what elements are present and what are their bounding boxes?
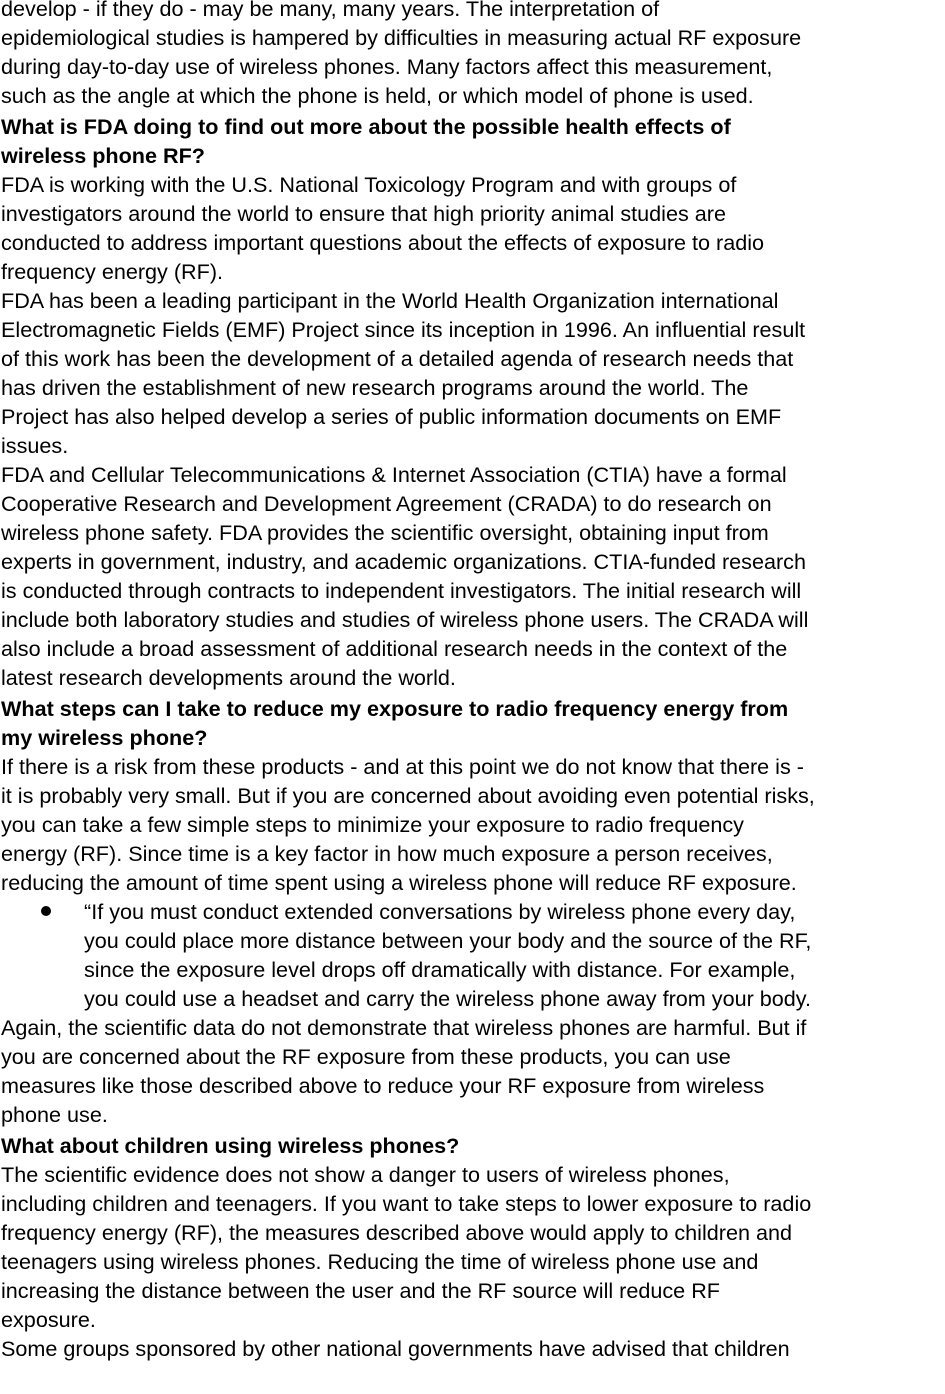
paragraph-epidemiology-continued: develop - if they do - may be many, many years. The interpretation of epidemiological studies is hampered by difficulties in measuring actual RF exposure during day-to-day use of wireless phones. Many factors affect this measurement, such as the angle at which the phone is held, or which model of phone is used. bbox=[1, 0, 802, 108]
paragraph-children-evidence: The scientific evidence does not show a danger to users of wireless phones, including children and teenagers. If you want to take steps to lower exposure to radio frequency energy (RF), the measures described above would apply to children and teenagers using wireless phones. Reducing the time of wireless phone use and increasing the distance between the user and the RF source will reduce RF exposure. bbox=[1, 1162, 812, 1332]
paragraph-risk: If there is a risk from these products - and at this point we do not know that there is - it is probably very small. But if you are concerned about avoiding even potential risks, you can take a few simple steps to minimize your exposure to radio frequency energy (RF). Since time is a key factor in how much exposure a person receives, reducing the amount of time spent using a wireless phone will reduce RF exposure. bbox=[1, 754, 815, 895]
heading-fda-research: What is FDA doing to find out more about the possible health effects of wireless phone RF? bbox=[1, 114, 731, 168]
document-page bbox=[1, 0, 945, 1363]
heading-reduce-exposure: What steps can I take to reduce my exposure to radio frequency energy from my wireless phone? bbox=[1, 696, 789, 750]
paragraph-other-governments: Some groups sponsored by other national governments have advised that children bbox=[1, 1336, 790, 1361]
heading-children: What about children using wireless phones? bbox=[1, 1133, 460, 1158]
bullet-dot-icon bbox=[41, 906, 51, 916]
paragraph-ntp: FDA is working with the U.S. National Toxicology Program and with groups of investigators around the world to ensure that high priority animal studies are conducted to address important questions about the effects of exposure to radio frequency energy (RF). bbox=[1, 172, 765, 284]
paragraph-ctia-crada: FDA and Cellular Telecommunications & Internet Association (CTIA) have a formal Cooperative Research and Development Agreement (CRADA) to do research on wireless phone safety. FDA provides the scientific oversight, obtaining input from experts in government, industry, and academic organizations. CTIA-funded research is conducted through contracts to independent investigators. The initial research will include both laboratory studies and studies of wireless phone users. The CRADA will also include a broad assessment of additional research needs in the context of the latest research developments around the world. bbox=[1, 462, 809, 690]
bullet-item-distance: “If you must conduct extended conversations by wireless phone every day, you could place more distance between your body and the source of the RF, since the exposure level drops off dramatically with distance. For example, you could use a headset and carry the wireless phone away from your body. bbox=[1, 897, 945, 1013]
paragraph-again: Again, the scientific data do not demonstrate that wireless phones are harmful. But if you are concerned about the RF exposure from these products, you can use measures like those described above to reduce your RF exposure from wireless phone use. bbox=[1, 1015, 807, 1127]
paragraph-who-emf: FDA has been a leading participant in the World Health Organization international Electromagnetic Fields (EMF) Project since its inception in 1996. An influential result of this work has been the development of a detailed agenda of research needs that has driven the establishment of new research programs around the world. The Project has also helped develop a series of public information documents on EMF issues. bbox=[1, 288, 806, 458]
